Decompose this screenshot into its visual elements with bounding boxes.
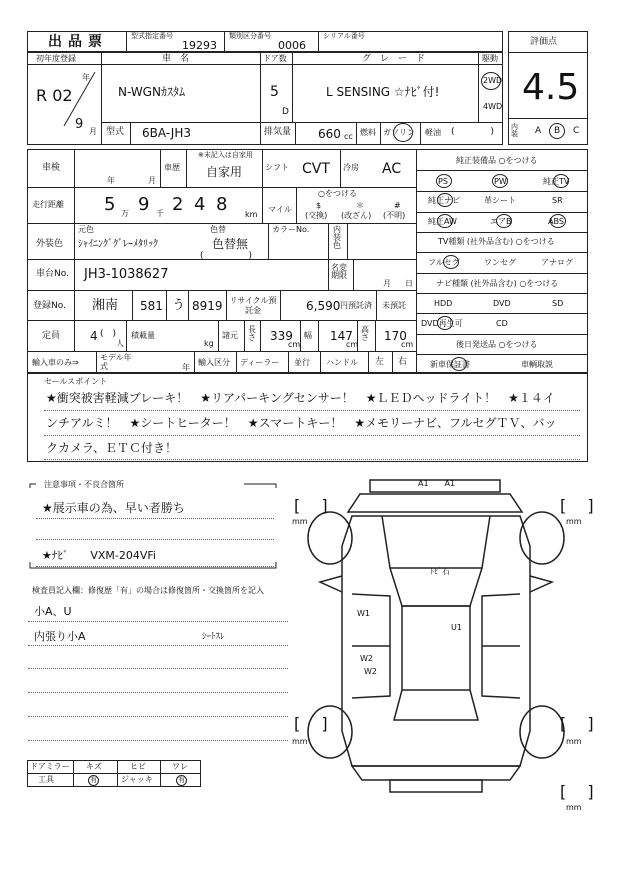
mile-opt1b: (交換) [305, 211, 328, 220]
damage-w2: W2 [360, 654, 373, 663]
sales-label: セールスポイント [44, 377, 108, 386]
shift-value: CVT [302, 161, 330, 177]
width-unit: cm [346, 340, 359, 349]
legend-break: ワレ [172, 762, 188, 771]
reg-month: 9 [75, 117, 84, 132]
mileage-digit: 2 [172, 194, 184, 215]
chassis-label: 車台No. [36, 269, 69, 279]
drive-4wd: 4WD [483, 102, 503, 111]
tv-oneseg: ワンセグ [484, 258, 516, 267]
plate-label: 登録No. [33, 301, 66, 311]
tread-front-right-unit: mm [566, 517, 582, 526]
legend-jack-value: 有 [178, 776, 185, 784]
legend-crack: ヒビ [130, 762, 146, 771]
tread-rear-right-unit: mm [566, 737, 582, 746]
equip-aw: 純正AW [428, 217, 457, 226]
reg-year-unit: 年 [82, 73, 90, 82]
legend-scratch: キズ [86, 762, 102, 771]
doors-suffix: D [282, 107, 289, 117]
interior-grade-c: C [573, 126, 580, 136]
tread-front-left: [ ] [294, 496, 328, 515]
equip-navi-circle [437, 193, 453, 207]
import-label: 輸入車のみ⇒ [32, 358, 79, 367]
interior-grade-b: B [554, 126, 561, 136]
grade-label: グ レ ー ド [362, 54, 426, 64]
color-value: ｼｬｲﾆﾝｸﾞｸﾞﾚｰﾒﾀﾘｯｸ [78, 239, 158, 250]
inspector-line-2: 内張り小A [34, 630, 86, 643]
mileage-sen: 千 [156, 209, 164, 218]
import-type-label: 輸入区分 [198, 358, 230, 367]
cc-label: 排気量 [264, 127, 292, 137]
reg-month-unit: 月 [89, 127, 97, 136]
car-diagram [290, 476, 590, 796]
length-unit: cm [288, 340, 301, 349]
serial-label: シリアル番号 [323, 32, 365, 40]
height-value: 170 [384, 329, 407, 343]
plate-kana: う [172, 298, 186, 313]
equip-sr: SR [552, 196, 563, 205]
damage-front: A1 A1 [418, 479, 456, 488]
height-unit: cm [401, 340, 414, 349]
ac-value: AC [382, 161, 402, 177]
capacity-paren: ( ) [100, 329, 117, 339]
equip-abs: ABS [548, 217, 564, 226]
recycle-label: リサイクル預託金 [229, 296, 277, 315]
damage-w2b: W2 [364, 667, 377, 676]
name-change-month: 月 [383, 279, 391, 288]
class-value: 0006 [278, 39, 306, 52]
capacity-unit: 人 [116, 339, 124, 348]
mileage-label: 走行距離 [32, 200, 64, 209]
recycle-value: 6,590 [306, 299, 341, 313]
width-value: 147 [330, 329, 353, 343]
fuel-blank: ( ) [451, 127, 495, 137]
tread-rear-left: [ ] [294, 714, 328, 733]
class-label: 類別区分番号 [229, 32, 271, 40]
notes-line-2: ★ﾅﾋﾞ VXM-204VFi [42, 549, 156, 562]
tread-front-left-unit: mm [292, 517, 308, 526]
nav-dvd-play-circle [437, 316, 453, 330]
recycle-not: 未預託 [382, 301, 406, 310]
damage-roof: ﾄﾋﾞ石 [430, 567, 450, 576]
type-spec-label: 型式指定番号 [131, 32, 173, 40]
legend-tools-value: 有 [90, 776, 97, 784]
after-warranty-circle [451, 357, 467, 371]
tread-rear-right: [ ] [560, 714, 594, 733]
nav-hdd: HDD [434, 299, 453, 308]
load-unit: kg [204, 339, 214, 348]
notes-line-1: ★展示車の為、早い者勝ち [42, 501, 185, 515]
tv-fullseg: フルセグ [428, 258, 460, 267]
equip-leather: 革シート [484, 196, 516, 205]
handle-left: 左 [375, 357, 385, 367]
fuel-label: 燃料 [360, 128, 376, 137]
tv-fullseg-circle [443, 255, 459, 269]
mileage-digit: 9 [138, 194, 150, 215]
nav-dvd: DVD [493, 299, 511, 308]
history-label: 車歴 [164, 163, 180, 172]
plate-area: 湘南 [92, 298, 119, 313]
shift-label: シフト [265, 163, 289, 172]
model-label: 型式 [106, 127, 125, 137]
mileage-man: 万 [121, 209, 129, 218]
name-change-label: 名変期限 [331, 263, 347, 280]
color-label: 外装色 [36, 239, 64, 249]
mileage-km: km [245, 210, 258, 219]
color-orig-label: 元色 [78, 225, 94, 234]
after-warranty: 新車保証書 [430, 360, 470, 369]
reg-era: R 02 [36, 86, 73, 105]
legend-jack: ジャッキ [121, 775, 153, 784]
shaken-month: 月 [148, 176, 156, 185]
interior-label: 内装 [511, 123, 518, 138]
mileage-digit: 4 [194, 194, 206, 215]
shaken-label: 車検 [42, 163, 61, 173]
inspector-label: 検査員記入欄：修復歴「有」の場合は修復箇所・交換箇所を記入 [32, 586, 264, 595]
type-spec-value: 19293 [182, 39, 217, 52]
interior-grade-a: A [535, 126, 542, 136]
color-change-value: 色替無 [212, 237, 249, 251]
model-value: 6BA-JH3 [142, 126, 192, 140]
reg-label: 初年度登録 [36, 54, 76, 63]
tread-rear-left-unit: mm [292, 737, 308, 746]
mile-label: マイル [268, 205, 292, 214]
mile-opt3: # [394, 201, 401, 210]
equip-abs-circle [550, 214, 566, 228]
capacity-value: 4 [90, 329, 98, 343]
color-change-label: 色替 [210, 225, 226, 234]
handle-label: ハンドル [326, 358, 358, 367]
equip-airbag: エアB [490, 217, 512, 226]
sales-line-2: ンチアルミ！ ★シートヒーター！ ★スマートキー！ ★メモリーナビ、フルセグＴＶ、バッ [46, 416, 557, 430]
equip-pw: PW [494, 177, 507, 186]
tread-spare-unit: mm [566, 803, 582, 812]
equip-pw-circle [492, 174, 508, 188]
chassis-value: JH3-1038627 [84, 267, 169, 282]
tread-front-right: [ ] [560, 496, 594, 515]
grade-value: L SENSING ☆ﾅﾋﾞ付! [326, 85, 440, 99]
mileage-digit: 8 [216, 194, 228, 215]
after-manual: 車輌取説 [521, 360, 553, 369]
equipment-title: 純正装備品 ○をつける [456, 156, 538, 165]
mile-opt2: ＊ [356, 201, 364, 210]
equip-ps-circle [436, 174, 452, 188]
score-label: 評価点 [530, 37, 558, 47]
load-label: 積載量 [131, 331, 155, 340]
shaken-year: 年 [107, 176, 115, 185]
equip-navi: 純正ナビ [428, 196, 460, 205]
after-title: 後日発送品 ○をつける [456, 340, 538, 349]
color-paren: ( ) [200, 251, 253, 261]
plate-no: 8919 [192, 299, 223, 313]
legend-mirror: ドアミラー [30, 762, 70, 771]
ac-label: 冷房 [343, 163, 359, 172]
height-label: 高さ [361, 325, 369, 342]
mile-opt3b: (不明) [383, 211, 406, 220]
nav-dvd-play: DVD再生可 [421, 319, 463, 328]
mileage-digit: 5 [104, 194, 116, 215]
sales-line-3: クカメラ、ＥＴＣ付き！ [46, 441, 178, 455]
name-label: 車 名 [162, 54, 190, 64]
capacity-label: 定員 [42, 331, 61, 341]
reg-slash [60, 70, 100, 130]
equip-aw-circle [437, 214, 453, 228]
mile-note: ○をつける [318, 189, 357, 198]
tv-analog: アナログ [541, 258, 573, 267]
score-value: 4.5 [522, 67, 580, 108]
nav-sd: SD [552, 299, 564, 308]
fuel-diesel: 軽油 [425, 128, 441, 137]
sheet-title: 出品票 [48, 34, 108, 50]
dims-label: 諸元 [222, 331, 238, 340]
notes-label: 注意事項・不良合箇所 [44, 480, 124, 489]
import-parallel: 並行 [294, 358, 310, 367]
legend-tools: 工具 [38, 775, 54, 784]
equip-tv: 純正TV [543, 177, 570, 186]
import-dealer: ディーラー [240, 358, 280, 367]
tread-spare: [ ] [560, 782, 594, 801]
drive-2wd: 2WD [483, 76, 503, 85]
length-label: 長さ [248, 325, 256, 342]
fuel-gasoline: ガソリン [383, 128, 415, 137]
inspector-line-1: 小A、U [34, 605, 72, 618]
doors-label: ドア数 [263, 54, 287, 63]
damage-u1: U1 [451, 623, 462, 632]
cc-unit: cc [344, 132, 353, 141]
equip-tv-circle [553, 174, 569, 188]
width-label: 幅 [304, 331, 312, 340]
mile-opt1: $ [316, 201, 322, 210]
plate-number: 581 [140, 299, 163, 313]
recycle-done: 円預託済 [340, 301, 372, 310]
mile-opt2b: (改ざん) [341, 211, 372, 220]
handle-right: 右 [398, 357, 408, 367]
model-year-unit: 年 [182, 363, 190, 372]
drive-label: 駆動 [482, 54, 498, 63]
nav-cd: CD [496, 319, 508, 328]
sales-line-1: ★衝突被害軽減ブレーキ！ ★リアパーキングセンサー！ ★ＬＥＤヘッドライト！ ★１４イ [46, 391, 555, 405]
doors-value: 5 [270, 84, 279, 100]
color-no-label: カラーNo. [272, 225, 310, 234]
damage-w1: W1 [357, 609, 370, 618]
nav-title: ナビ種類 (社外品含む) ○をつける [436, 279, 559, 288]
tv-title: TV種類 (社外品含む) ○をつける [438, 237, 555, 246]
equip-ps: PS [438, 177, 448, 186]
name-change-day: 日 [405, 279, 413, 288]
inspector-line-2b: ｼｰﾄｽﾚ [202, 632, 225, 642]
history-note: ※未記入は自家用 [198, 151, 253, 159]
car-name: N-WGNｶｽﾀﾑ [118, 85, 185, 99]
cc-value: 660 [318, 127, 341, 141]
history-value: 自家用 [206, 165, 243, 179]
interior-color-label: 内装色 [333, 225, 341, 250]
equip-airbag-circle [496, 214, 512, 228]
model-year-label: モデル年式 [100, 353, 132, 371]
length-value: 339 [270, 329, 293, 343]
